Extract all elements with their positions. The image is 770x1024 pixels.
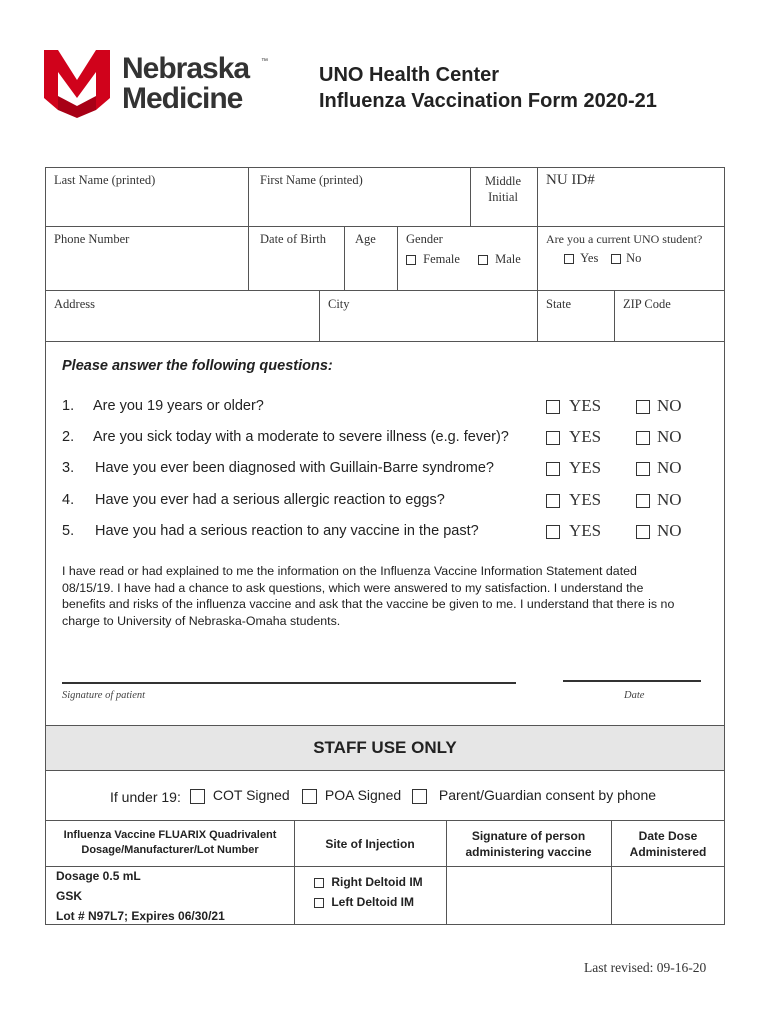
vaccine-header-1: Influenza Vaccine FLUARIX Quadrivalent — [63, 829, 277, 841]
nebraska-medicine-logo — [44, 50, 274, 120]
consent-line1: I have read or had explained to me the information on the Influenza Vaccine Information Statement dated — [62, 564, 637, 578]
date-dose-header-2: Administered — [629, 845, 707, 859]
dob-field[interactable]: Date of Birth — [260, 232, 326, 246]
guardian-checkbox[interactable] — [412, 789, 427, 804]
no-option[interactable] — [636, 427, 682, 447]
no-option[interactable] — [636, 396, 682, 416]
left-deltoid-checkbox[interactable] — [314, 898, 324, 908]
no-checkbox[interactable] — [636, 494, 650, 508]
yes-label: YES — [569, 427, 602, 446]
question-row — [62, 458, 722, 480]
logo-tm: ™ — [261, 58, 268, 65]
yes-checkbox[interactable] — [546, 431, 560, 445]
male-label: Male — [495, 252, 521, 266]
question-text: Have you had a serious reaction to any vaccine in the past? — [95, 523, 479, 539]
female-checkbox[interactable] — [406, 255, 416, 265]
question-number: 5. — [62, 523, 75, 539]
question-number: 2. — [62, 429, 75, 445]
title-line2: Influenza Vaccination Form 2020-21 — [319, 90, 657, 112]
right-deltoid-label: Right Deltoid IM — [331, 875, 423, 889]
nu-id-field[interactable]: NU ID# — [546, 172, 595, 188]
student-yes-checkbox[interactable] — [564, 254, 574, 264]
date-dose-header-1: Date Dose — [638, 829, 698, 843]
no-option[interactable] — [636, 521, 682, 541]
no-label: NO — [657, 458, 682, 477]
yes-checkbox[interactable] — [546, 525, 560, 539]
staff-heading: STAFF USE ONLY — [313, 738, 457, 757]
phone-field[interactable]: Phone Number — [54, 232, 130, 246]
student-no-label: No — [626, 251, 642, 265]
poa-label: POA Signed — [324, 787, 402, 803]
date-signature-line[interactable] — [563, 680, 701, 682]
cot-option[interactable] — [190, 787, 290, 804]
patient-signature-line[interactable] — [62, 682, 516, 684]
yes-checkbox[interactable] — [546, 400, 560, 414]
yes-label: YES — [569, 396, 602, 415]
yes-option[interactable] — [546, 458, 601, 478]
city-field[interactable]: City — [328, 297, 350, 311]
signature-label: Signature of patient — [62, 690, 146, 701]
yes-option[interactable] — [546, 490, 601, 510]
no-label: NO — [657, 490, 682, 509]
consent-line4: charge to University of Nebraska-Omaha students. — [62, 613, 341, 628]
n-mark-icon — [44, 50, 110, 118]
consent-line2: 08/15/19. I have had a chance to ask questions, which were answered to my satisfaction. I understand the — [62, 580, 644, 595]
question-number: 4. — [62, 492, 75, 508]
logo-wordmark-line1: Nebraska — [122, 52, 250, 85]
signature-header-2: administering vaccine — [465, 845, 592, 859]
middle-label-2: Initial — [488, 190, 518, 204]
gender-label: Gender — [406, 232, 443, 246]
yes-label: YES — [569, 458, 602, 477]
vaccine-header-2: Dosage/Manufacturer/Lot Number — [81, 844, 259, 856]
form-title — [319, 62, 657, 114]
yes-label: YES — [569, 490, 602, 509]
student-yes-label: Yes — [580, 251, 599, 265]
yes-option[interactable] — [546, 427, 601, 447]
signature-header-1: Signature of person — [471, 829, 586, 843]
under19-label: If under 19: — [110, 789, 181, 805]
left-deltoid-label: Left Deltoid IM — [331, 895, 415, 909]
dosage-text: Dosage 0.5 mL — [56, 869, 141, 883]
consent-text — [62, 563, 674, 629]
last-name-field[interactable]: Last Name (printed) — [54, 173, 156, 187]
yes-option[interactable] — [546, 521, 601, 541]
guardian-option[interactable] — [412, 787, 656, 804]
poa-option[interactable] — [302, 787, 401, 804]
vaccine-header — [50, 828, 290, 858]
vaccine-details — [56, 864, 225, 926]
last-revised: Last revised: 09-16-20 — [584, 960, 707, 975]
consent-line3: benefits and risks of the influenza vaccine and ask that the vaccine be given to me. I understand that there is no — [62, 597, 675, 611]
no-checkbox[interactable] — [636, 431, 650, 445]
student-yes-option[interactable] — [564, 251, 598, 266]
address-field[interactable]: Address — [54, 297, 95, 311]
female-label: Female — [423, 252, 460, 266]
cot-label: COT Signed — [212, 787, 290, 803]
yes-label: YES — [569, 521, 602, 540]
site-header: Site of Injection — [325, 837, 415, 851]
zip-field[interactable]: ZIP Code — [623, 297, 671, 311]
question-text: Have you ever been diagnosed with Guillain-Barre syndrome? — [95, 460, 494, 476]
question-row — [62, 490, 722, 512]
age-field[interactable]: Age — [355, 232, 376, 246]
date-label: Date — [624, 690, 645, 701]
no-option[interactable] — [636, 490, 682, 510]
middle-initial-field[interactable] — [475, 173, 531, 205]
question-number: 1. — [62, 398, 75, 414]
no-checkbox[interactable] — [636, 525, 650, 539]
state-field[interactable]: State — [546, 297, 571, 311]
student-question: Are you a current UNO student? — [546, 232, 703, 246]
gender-male-option[interactable] — [478, 252, 521, 267]
right-deltoid-option[interactable] — [314, 875, 423, 889]
yes-checkbox[interactable] — [546, 494, 560, 508]
guardian-label: Parent/Guardian consent by phone — [438, 787, 657, 803]
question-row — [62, 396, 722, 418]
poa-checkbox[interactable] — [302, 789, 317, 804]
first-name-field[interactable]: First Name (printed) — [260, 173, 363, 187]
no-label: NO — [657, 396, 682, 415]
no-label: NO — [657, 427, 682, 446]
yes-checkbox[interactable] — [546, 462, 560, 476]
no-option[interactable] — [636, 458, 682, 478]
question-text: Are you sick today with a moderate to severe illness (e.g. fever)? — [93, 429, 509, 445]
no-label: NO — [657, 521, 682, 540]
right-deltoid-checkbox[interactable] — [314, 878, 324, 888]
question-row — [62, 427, 722, 449]
signature-header — [446, 828, 611, 860]
student-no-option[interactable] — [611, 251, 641, 266]
logo-wordmark-line2: Medicine — [122, 82, 243, 115]
male-checkbox[interactable] — [478, 255, 488, 265]
date-dose-header — [611, 828, 725, 860]
question-number: 3. — [62, 460, 75, 476]
no-checkbox[interactable] — [636, 462, 650, 476]
no-checkbox[interactable] — [636, 400, 650, 414]
lot-text: Lot # N97L7; Expires 06/30/21 — [56, 909, 225, 923]
gender-female-option[interactable] — [406, 252, 460, 267]
yes-option[interactable] — [546, 396, 601, 416]
manufacturer-text: GSK — [56, 889, 83, 903]
left-deltoid-option[interactable] — [314, 895, 414, 909]
question-row — [62, 521, 722, 543]
question-text: Are you 19 years or older? — [93, 398, 264, 414]
question-text: Have you ever had a serious allergic reaction to eggs? — [95, 492, 445, 508]
title-line1: UNO Health Center — [319, 64, 500, 86]
middle-label-1: Middle — [484, 174, 522, 188]
student-no-checkbox[interactable] — [611, 254, 621, 264]
cot-checkbox[interactable] — [190, 789, 205, 804]
questions-heading: Please answer the following questions: — [62, 358, 333, 374]
